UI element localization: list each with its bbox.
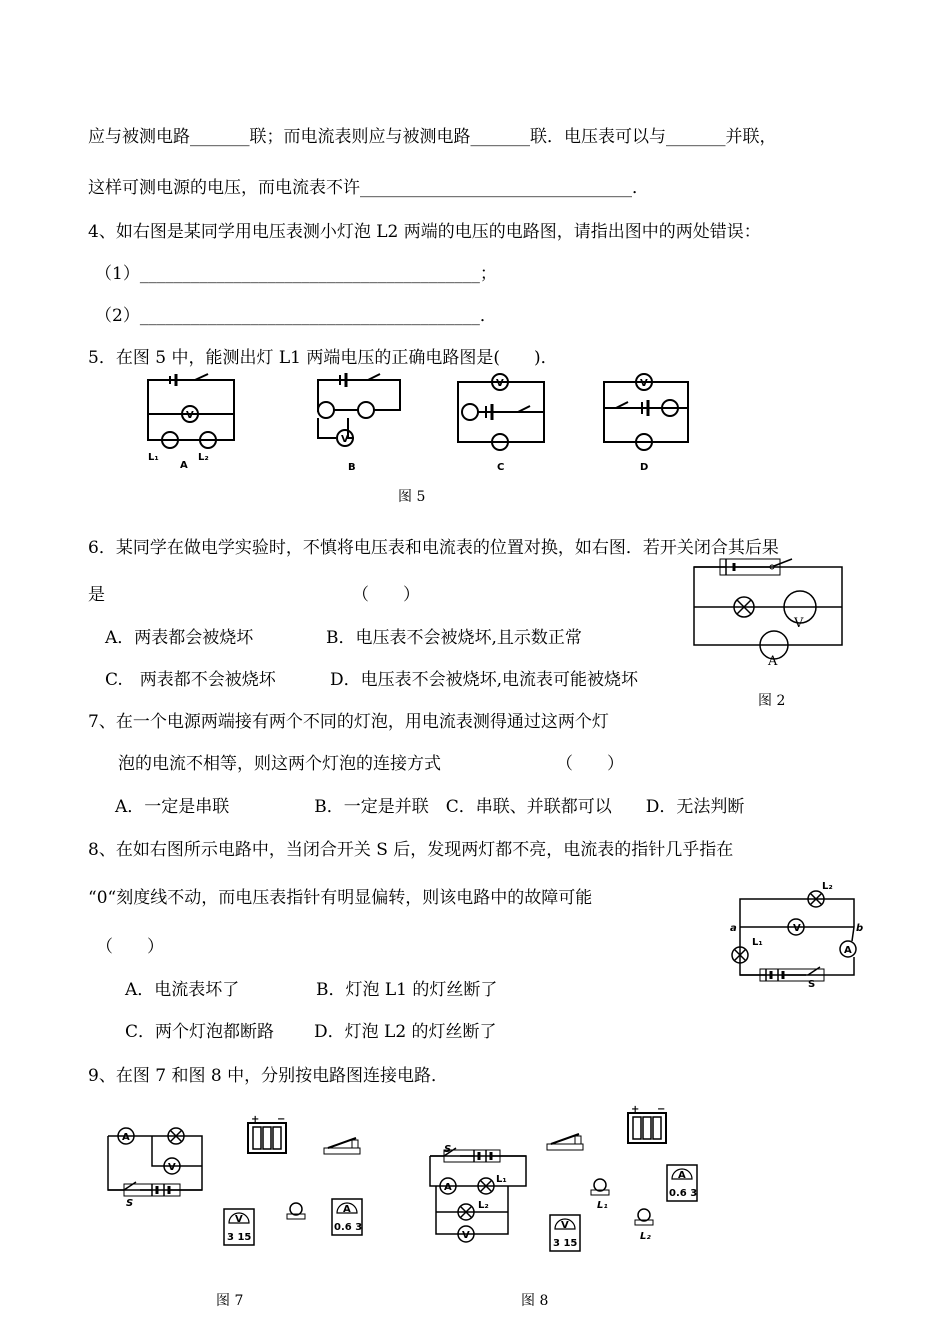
fig8-switch-label: S <box>444 1144 452 1155</box>
fig5d-voltmeter-label: V <box>640 378 648 389</box>
fig7-ammeter-component <box>330 1197 364 1237</box>
fig7-ammeter-label: A <box>122 1132 130 1143</box>
question-8-answer-paren: （ ） <box>96 937 164 957</box>
fig5-circuit-a <box>140 372 240 472</box>
fig8-circuit-diagram <box>422 1142 532 1252</box>
fig2-circuit <box>690 555 850 670</box>
fig5a-l1: L₁ <box>148 452 159 463</box>
q6-option-a: A．两表都会被烧坏 <box>105 628 254 648</box>
question-9: 9、在图 7 和图 8 中，分别按电路图连接电路． <box>88 1066 449 1086</box>
question-5: 5．在图 5 中，能测出灯 L1 两端电压的正确电路图是( )． <box>88 348 558 368</box>
fig8-bulb-l1-label: L₁ <box>597 1200 608 1211</box>
caption-fig5: 图 5 <box>398 489 426 505</box>
caption-fig2: 图 2 <box>758 693 786 709</box>
fig8-battery-minus: − <box>657 1104 666 1115</box>
question-6-cont: 是 <box>88 585 105 605</box>
fig5-circuit-c <box>452 372 552 472</box>
fig8-battery-component <box>626 1105 668 1147</box>
fig5a-voltmeter-label: V <box>186 410 194 421</box>
fig2-voltmeter-label: V <box>794 616 804 631</box>
fig7-voltmeter-label: V <box>168 1162 176 1173</box>
fig7-battery-minus: − <box>277 1114 286 1125</box>
fig7-voltmeter-face: V <box>235 1214 243 1225</box>
fig5a-letter: A <box>180 460 188 471</box>
fig7-battery-plus: + <box>251 1114 260 1125</box>
q8-ammeter-label: A <box>844 945 852 956</box>
fig7-voltmeter-component <box>222 1207 256 1247</box>
fig-q8-circuit <box>728 875 868 990</box>
question-4-blank-2: （2）________________________________________． <box>95 306 497 326</box>
fig7-ammeter-scale: 0.6 3 <box>334 1222 363 1233</box>
q7-options: A．一定是串联 B．一定是并联 C．串联、并联都可以 D．无法判断 <box>115 797 745 817</box>
q8-option-d: D．灯泡 L2 的灯丝断了 <box>314 1022 497 1042</box>
fig8-bulb-l1-component <box>588 1178 614 1210</box>
fig8-voltmeter-scale: 3 15 <box>553 1238 578 1249</box>
question-4-blank-1: （1）________________________________________； <box>95 264 497 284</box>
fig5-circuit-b <box>308 372 408 472</box>
fig8-l1-label: L₁ <box>496 1174 507 1185</box>
fig7-circuit-diagram <box>100 1118 210 1208</box>
fig5b-voltmeter-label: V <box>341 434 349 445</box>
fig5b-letter: B <box>348 462 356 473</box>
q8-l2-label: L₂ <box>822 881 833 892</box>
fig7-ammeter-face: A <box>343 1204 351 1215</box>
fig8-ammeter-scale: 0.6 3 <box>669 1188 698 1199</box>
fig2-ammeter-label: A <box>768 654 778 669</box>
question-4: 4、如右图是某同学用电压表测小灯泡 L2 两端的电压的电路图，请指出图中的两处错误： <box>88 222 761 242</box>
fig5d-letter: D <box>640 462 649 473</box>
q8-option-a: A．电流表坏了 <box>125 980 240 1000</box>
q8-node-a: a <box>730 923 737 934</box>
caption-fig7: 图 7 <box>216 1293 244 1309</box>
question-8-cont: “0“刻度线不动，而电压表指针有明显偏转，则该电路中的故障可能 <box>88 888 593 908</box>
text-line-1: 应与被测电路_______联；而电流表则应与被测电路_______联．电压表可以与_______并联， <box>88 127 777 147</box>
fig5c-voltmeter-label: V <box>496 378 504 389</box>
question-7-answer-paren: （ ） <box>556 754 624 774</box>
fig7-bulb-component <box>285 1202 307 1220</box>
q8-node-b: b <box>856 923 864 934</box>
question-6-answer-paren: （ ） <box>352 585 420 605</box>
fig8-battery-plus: + <box>631 1104 640 1115</box>
caption-fig8: 图 8 <box>521 1293 549 1309</box>
fig5c-letter: C <box>497 462 505 473</box>
q8-option-b: B．灯泡 L1 的灯丝断了 <box>316 980 498 1000</box>
question-7-cont: 泡的电流不相等，则这两个灯泡的连接方式 <box>118 754 441 774</box>
text-line-2: 这样可测电源的电压，而电流表不许________________________________． <box>88 178 649 198</box>
question-6: 6．某同学在做电学实验时，不慎将电压表和电流表的位置对换，如右图．若开关闭合其后果 <box>88 538 779 558</box>
fig8-voltmeter-component <box>548 1213 582 1253</box>
question-7: 7、在一个电源两端接有两个不同的灯泡，用电流表测得通过这两个灯 <box>88 712 609 732</box>
q6-option-c: C. 两表都不会被烧坏 <box>105 670 276 690</box>
q6-option-b: B．电压表不会被烧坏,且示数正常 <box>326 628 582 648</box>
fig8-voltmeter-label: V <box>462 1230 470 1241</box>
fig7-switch-component <box>322 1134 362 1156</box>
fig8-ammeter-face: A <box>678 1170 686 1181</box>
fig7-battery-component <box>246 1114 288 1157</box>
fig8-l2-label: L₂ <box>478 1200 489 1211</box>
q8-switch-label: S <box>808 979 816 990</box>
fig5-circuit-d <box>598 372 698 472</box>
fig7-voltmeter-scale: 3 15 <box>227 1232 252 1243</box>
q6-option-d: D．电压表不会被烧坏,电流表可能被烧坏 <box>330 670 639 690</box>
fig8-switch-component <box>545 1130 585 1152</box>
fig5a-l2: L₂ <box>198 452 209 463</box>
q8-voltmeter-label: V <box>793 923 801 934</box>
question-8: 8、在如右图所示电路中，当闭合开关 S 后，发现两灯都不亮，电流表的指针几乎指在 <box>88 840 734 860</box>
q8-l1-label: L₁ <box>752 937 763 948</box>
fig8-voltmeter-face: V <box>561 1220 569 1231</box>
fig8-ammeter-label: A <box>444 1182 452 1193</box>
fig7-switch-label: S <box>126 1198 134 1209</box>
q8-option-c: C．两个灯泡都断路 <box>125 1022 275 1042</box>
fig8-bulb-l2-component <box>632 1208 658 1242</box>
fig8-ammeter-component <box>665 1163 699 1203</box>
fig8-bulb-l2-label: L₂ <box>640 1231 651 1242</box>
